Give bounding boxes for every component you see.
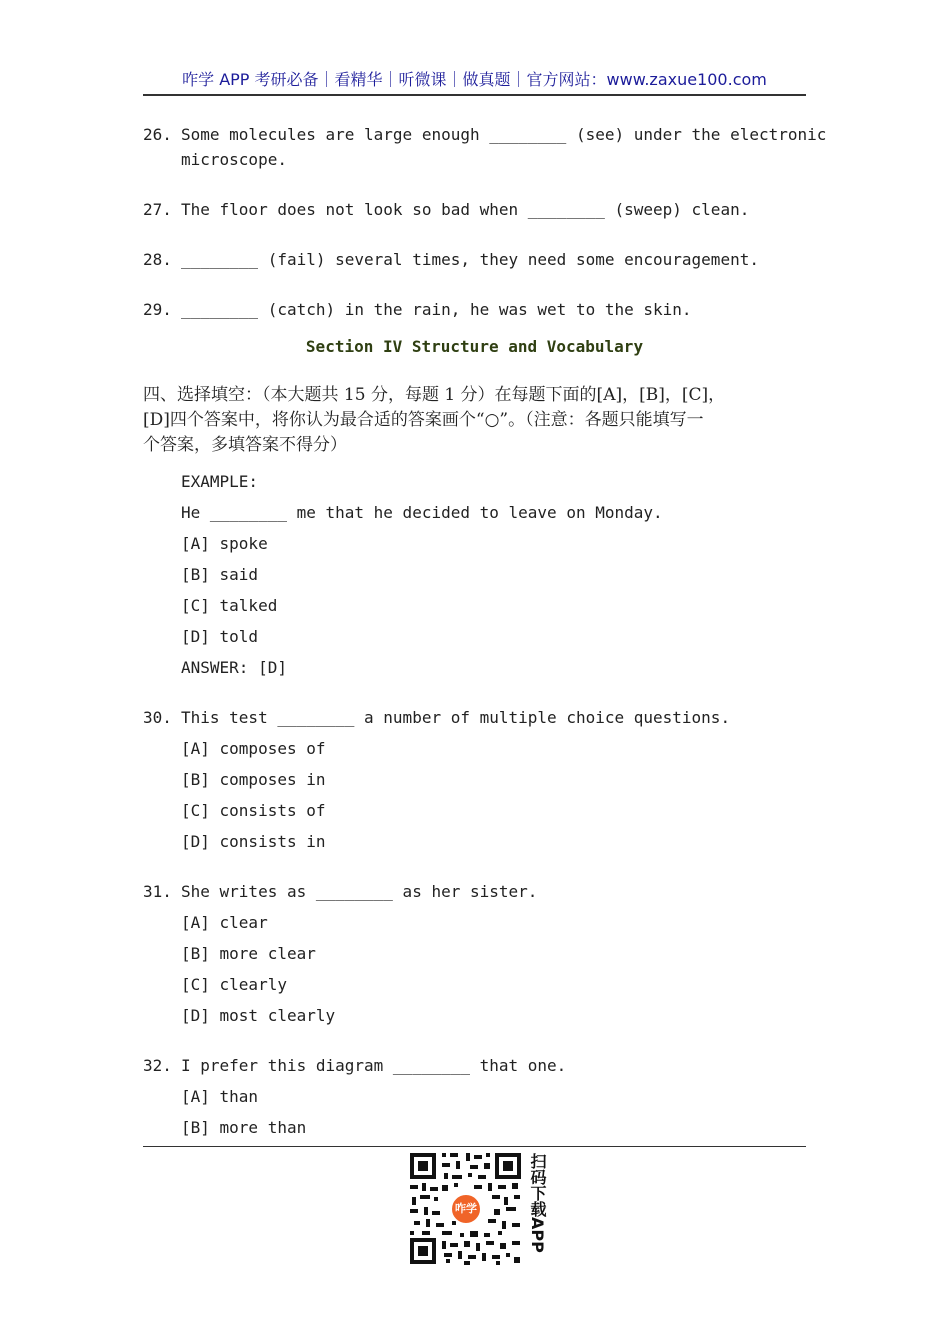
example-answer: ANSWER: [D] [181,658,287,677]
question-30-option-a[interactable]: [A] composes of [181,739,326,758]
question-30-number: 30. [143,708,172,727]
question-31-option-a[interactable]: [A] clear [181,913,268,932]
question-30-option-d[interactable]: [D] consists in [181,832,326,851]
question-30-option-c[interactable]: [C] consists of [181,801,326,820]
question-29-number: 29. [143,300,172,319]
question-28-text: ________ (fail) several times, they need some encouragement. [181,250,759,269]
example-option-a: [A] spoke [181,534,268,553]
section-title: Section IV Structure and Vocabulary [305,337,644,356]
question-32-option-a[interactable]: [A] than [181,1087,259,1106]
example-option-d: [D] told [181,627,259,646]
question-31-number: 31. [143,882,172,901]
instructions-line-1: 四、选择填空：（本大题共 15 分，每题 1 分）在每题下面的[A]，[B]，[C]， [143,385,726,405]
page-header: 咋学 APP 考研必备｜看精华｜听微课｜做真题｜官方网站：www.zaxue100.com [143,66,806,96]
question-27-text: The floor does not look so bad when ________ (sweep) clean. [181,200,750,219]
question-32-number: 32. [143,1056,172,1075]
question-32-text: I prefer this diagram ________ that one. [181,1056,567,1075]
qr-logo-icon: 咋学 [450,1193,482,1225]
qr-download-label: 扫码下载APP [528,1153,547,1253]
footer-divider [143,1146,806,1147]
question-30-text: This test ________ a number of multiple choice questions. [181,708,731,727]
instructions-line-2: [D]四个答案中，将你认为最合适的答案画个“○”。（注意：各题只能填写一 [143,410,704,430]
question-26-text: Some molecules are large enough ________ (see) under the electronic [181,125,827,144]
question-27-number: 27. [143,200,172,219]
question-26-text-cont: microscope. [181,150,287,169]
example-option-b: [B] said [181,565,259,584]
question-28-number: 28. [143,250,172,269]
question-30-option-b[interactable]: [B] composes in [181,770,326,789]
example-option-c: [C] talked [181,596,278,615]
question-31-option-b[interactable]: [B] more clear [181,944,316,963]
example-sentence: He ________ me that he decided to leave on Monday. [181,503,663,522]
qr-code[interactable] [408,1151,523,1266]
example-label: EXAMPLE: [181,472,259,491]
question-31-text: She writes as ________ as her sister. [181,882,538,901]
question-31-option-c[interactable]: [C] clearly [181,975,287,994]
question-29-text: ________ (catch) in the rain, he was wet to the skin. [181,300,692,319]
question-26-number: 26. [143,125,172,144]
question-31-option-d[interactable]: [D] most clearly [181,1006,336,1025]
question-32-option-b[interactable]: [B] more than [181,1118,307,1137]
instructions-line-3: 个答案，多填答案不得分） [143,435,347,455]
